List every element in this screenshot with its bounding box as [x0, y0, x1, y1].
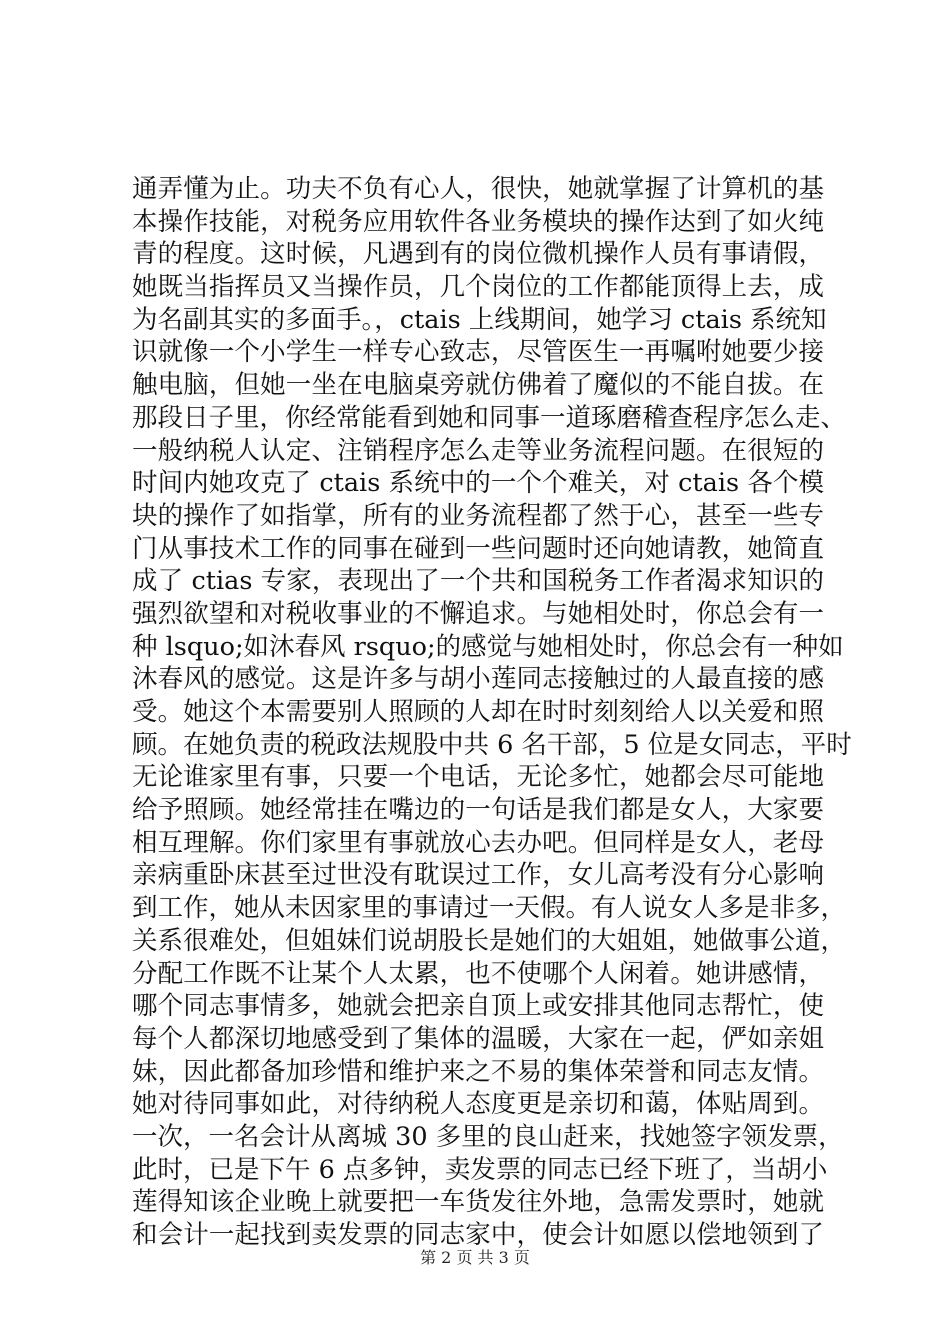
text-line: 到工作，她从未因家里的事请过一天假。有人说女人多是非多， [132, 893, 847, 924]
text-line: 本操作技能，对税务应用软件各业务模块的操作达到了如火纯 [132, 206, 824, 237]
text-line: 种 lsquo;如沐春风 rsquo;的感觉与她相处时，你总会有一种如 [132, 631, 844, 662]
text-line: 关系很难处，但姐妹们说胡股长是她们的大姐姐，她做事公道， [132, 925, 847, 956]
text-line: 妹，因此都备加珍惜和维护来之不易的集体荣誉和同志友情。 [132, 1056, 824, 1087]
text-line: 和会计一起找到卖发票的同志家中，使会计如愿以偿地领到了 [132, 1220, 824, 1250]
text-line: 分配工作既不让某个人太累，也不使哪个人闲着。她讲感情， [132, 958, 824, 989]
text-line: 成了 ctias 专家，表现出了一个共和国税务工作者渴求知识的 [132, 566, 824, 597]
text-line: 门从事技术工作的同事在碰到一些问题时还向她请教，她简直 [132, 533, 824, 564]
text-line: 识就像一个小学生一样专心致志，尽管医生一再嘱咐她要少接 [132, 337, 824, 368]
text-line: 无论谁家里有事，只要一个电话，无论多忙，她都会尽可能地 [132, 762, 824, 793]
text-line: 顾。在她负责的税政法规股中共 6 名干部，5 位是女同志，平时 [132, 729, 852, 760]
body-text [132, 173, 852, 1252]
text-line: 那段日子里，你经常能看到她和同事一道琢磨稽查程序怎么走、 [132, 402, 847, 433]
page-footer: 第 2 页 共 3 页 [420, 1248, 530, 1267]
text-line: 时间内她攻克了 ctais 系统中的一个个难关，对 ctais 各个模 [132, 468, 824, 499]
text-line: 此时，已是下午 6 点多钟，卖发票的同志已经下班了，当胡小 [132, 1154, 828, 1185]
text-line: 受。她这个本需要别人照顾的人却在时时刻刻给人以关爱和照 [132, 697, 824, 727]
text-line: 亲病重卧床甚至过世没有耽误过工作，女儿高考没有分心影响 [132, 860, 824, 891]
text-line: 青的程度。这时候，凡遇到有的岗位微机操作人员有事请假， [132, 239, 824, 270]
text-line: 为名副其实的多面手。，ctais 上线期间，她学习 ctais 系统知 [132, 304, 827, 335]
text-line: 莲得知该企业晚上就要把一车货发往外地，急需发票时，她就 [132, 1187, 824, 1218]
text-line: 触电脑，但她一坐在电脑桌旁就仿佛着了魔似的不能自拔。在 [132, 370, 824, 401]
text-line: 相互理解。你们家里有事就放心去办吧。但同样是女人，老母 [132, 827, 824, 858]
text-line: 每个人都深切地感受到了集体的温暖，大家在一起，俨如亲姐 [132, 1023, 824, 1054]
text-line: 哪个同志事情多，她就会把亲自顶上或安排其他同志帮忙，使 [132, 991, 824, 1022]
text-line: 一般纳税人认定、注销程序怎么走等业务流程问题。在很短的 [132, 435, 824, 466]
text-line: 沐春风的感觉。这是许多与胡小莲同志接触过的人最直接的感 [132, 664, 824, 695]
text-line: 通弄懂为止。功夫不负有心人，很快，她就掌握了计算机的基 [132, 174, 824, 204]
text-line: 强烈欲望和对税收事业的不懈追求。与她相处时，你总会有一 [132, 598, 824, 629]
text-line: 给予照顾。她经常挂在嘴边的一句话是我们都是女人，大家要 [132, 795, 824, 826]
text-line: 她对待同事如此，对待纳税人态度更是亲切和蔼，体贴周到。 [132, 1089, 824, 1120]
text-line: 一次，一名会计从离城 30 多里的良山赶来，找她签字领发票， [132, 1121, 844, 1152]
text-line: 她既当指挥员又当操作员，几个岗位的工作都能顶得上去，成 [132, 272, 824, 303]
text-line: 块的操作了如指掌，所有的业务流程都了然于心，甚至一些专 [132, 500, 824, 531]
